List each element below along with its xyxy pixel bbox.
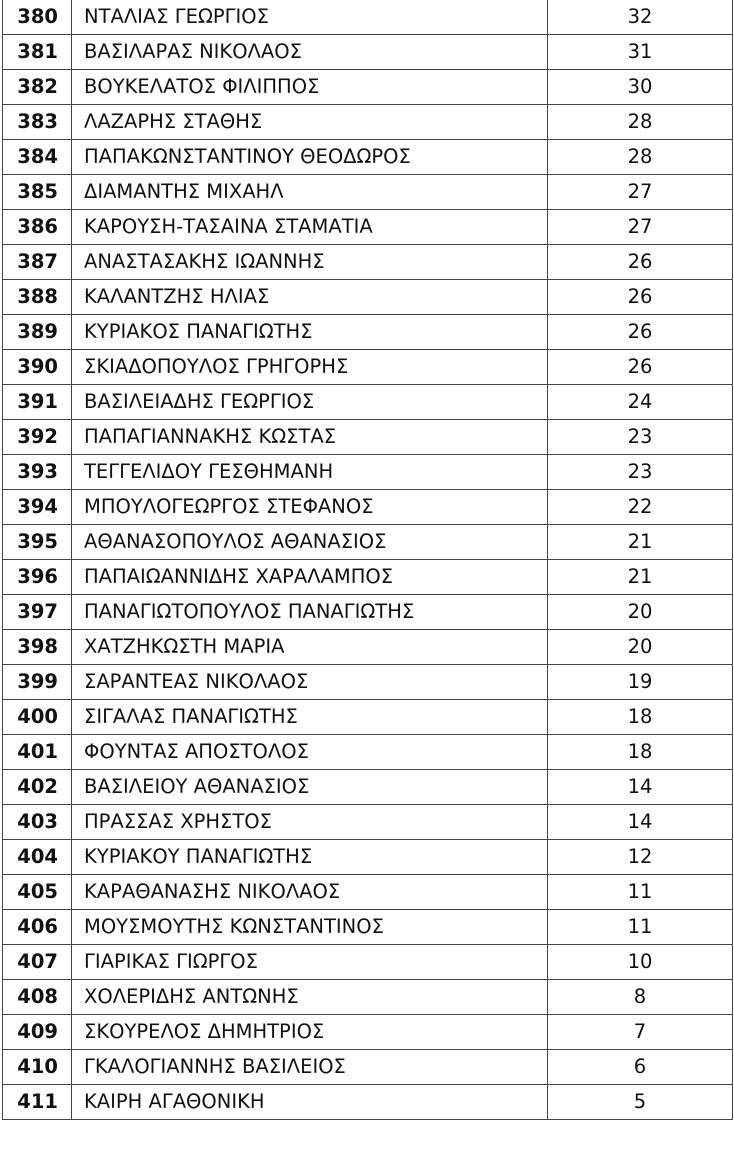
name-cell: ΒΑΣΙΛΕΙΟΥ ΑΘΑΝΑΣΙΟΣ xyxy=(72,770,548,805)
name-cell: ΑΘΑΝΑΣΟΠΟΥΛΟΣ ΑΘΑΝΑΣΙΟΣ xyxy=(72,525,548,560)
table-row xyxy=(3,665,733,700)
table-row xyxy=(3,35,733,70)
table-row xyxy=(3,560,733,595)
rank-cell: 384 xyxy=(3,140,72,175)
table-row xyxy=(3,490,733,525)
score-cell: 23 xyxy=(548,420,733,455)
score-cell: 28 xyxy=(548,140,733,175)
table-row xyxy=(3,1050,733,1085)
score-cell: 5 xyxy=(548,1085,733,1120)
rank-cell: 389 xyxy=(3,315,72,350)
score-cell: 31 xyxy=(548,35,733,70)
name-cell: ΚΥΡΙΑΚΟΣ ΠΑΝΑΓΙΩΤΗΣ xyxy=(72,315,548,350)
name-cell: ΑΝΑΣΤΑΣΑΚΗΣ ΙΩΑΝΝΗΣ xyxy=(72,245,548,280)
table-row xyxy=(3,385,733,420)
score-cell: 26 xyxy=(548,280,733,315)
name-cell: ΚΑΡΟΥΣΗ-ΤΑΣΑΙΝΑ ΣΤΑΜΑΤΙΑ xyxy=(72,210,548,245)
table-row xyxy=(3,1085,733,1120)
rank-cell: 411 xyxy=(3,1085,72,1120)
score-cell: 7 xyxy=(548,1015,733,1050)
table-row xyxy=(3,735,733,770)
name-cell: ΜΠΟΥΛΟΓΕΩΡΓΟΣ ΣΤΕΦΑΝΟΣ xyxy=(72,490,548,525)
rank-cell: 394 xyxy=(3,490,72,525)
score-cell: 26 xyxy=(548,350,733,385)
name-cell: ΒΑΣΙΛΕΙΑΔΗΣ ΓΕΩΡΓΙΟΣ xyxy=(72,385,548,420)
score-cell: 12 xyxy=(548,840,733,875)
table-row xyxy=(3,455,733,490)
name-cell: ΓΙΑΡΙΚΑΣ ΓΙΩΡΓΟΣ xyxy=(72,945,548,980)
rank-cell: 400 xyxy=(3,700,72,735)
score-cell: 11 xyxy=(548,875,733,910)
results-table xyxy=(2,0,733,1120)
score-cell: 20 xyxy=(548,595,733,630)
name-cell: ΣΑΡΑΝΤΕΑΣ ΝΙΚΟΛΑΟΣ xyxy=(72,665,548,700)
score-cell: 20 xyxy=(548,630,733,665)
score-cell: 11 xyxy=(548,910,733,945)
score-cell: 27 xyxy=(548,175,733,210)
score-cell: 21 xyxy=(548,560,733,595)
score-cell: 18 xyxy=(548,735,733,770)
score-cell: 6 xyxy=(548,1050,733,1085)
rank-cell: 401 xyxy=(3,735,72,770)
table-row xyxy=(3,910,733,945)
table-row xyxy=(3,140,733,175)
table-row xyxy=(3,105,733,140)
rank-cell: 391 xyxy=(3,385,72,420)
rank-cell: 386 xyxy=(3,210,72,245)
name-cell: ΣΚΟΥΡΕΛΟΣ ΔΗΜΗΤΡΙΟΣ xyxy=(72,1015,548,1050)
table-row xyxy=(3,175,733,210)
table-row xyxy=(3,770,733,805)
name-cell: ΠΡΑΣΣΑΣ ΧΡΗΣΤΟΣ xyxy=(72,805,548,840)
score-cell: 26 xyxy=(548,245,733,280)
rank-cell: 407 xyxy=(3,945,72,980)
score-cell: 28 xyxy=(548,105,733,140)
name-cell: ΚΑΙΡΗ ΑΓΑΘΟΝΙΚΗ xyxy=(72,1085,548,1120)
rank-cell: 405 xyxy=(3,875,72,910)
table-row xyxy=(3,630,733,665)
score-cell: 14 xyxy=(548,805,733,840)
rank-cell: 387 xyxy=(3,245,72,280)
name-cell: ΧΟΛΕΡΙΔΗΣ ΑΝΤΩΝΗΣ xyxy=(72,980,548,1015)
score-cell: 19 xyxy=(548,665,733,700)
rank-cell: 404 xyxy=(3,840,72,875)
table-row xyxy=(3,0,733,35)
rank-cell: 396 xyxy=(3,560,72,595)
name-cell: ΔΙΑΜΑΝΤΗΣ ΜΙΧΑΗΛ xyxy=(72,175,548,210)
name-cell: ΠΑΝΑΓΙΩΤΟΠΟΥΛΟΣ ΠΑΝΑΓΙΩΤΗΣ xyxy=(72,595,548,630)
rank-cell: 381 xyxy=(3,35,72,70)
table-row xyxy=(3,875,733,910)
table-row xyxy=(3,420,733,455)
name-cell: ΦΟΥΝΤΑΣ ΑΠΟΣΤΟΛΟΣ xyxy=(72,735,548,770)
name-cell: ΤΕΓΓΕΛΙΔΟΥ ΓΕΣΘΗΜΑΝΗ xyxy=(72,455,548,490)
name-cell: ΚΥΡΙΑΚΟΥ ΠΑΝΑΓΙΩΤΗΣ xyxy=(72,840,548,875)
name-cell: ΠΑΠΑΙΩΑΝΝΙΔΗΣ ΧΑΡΑΛΑΜΠΟΣ xyxy=(72,560,548,595)
name-cell: ΚΑΡΑΘΑΝΑΣΗΣ ΝΙΚΟΛΑΟΣ xyxy=(72,875,548,910)
table-row xyxy=(3,245,733,280)
table-row xyxy=(3,945,733,980)
score-cell: 30 xyxy=(548,70,733,105)
rank-cell: 410 xyxy=(3,1050,72,1085)
score-cell: 14 xyxy=(548,770,733,805)
name-cell: ΛΑΖΑΡΗΣ ΣΤΑΘΗΣ xyxy=(72,105,548,140)
table-row xyxy=(3,280,733,315)
rank-cell: 402 xyxy=(3,770,72,805)
name-cell: ΝΤΑΛΙΑΣ ΓΕΩΡΓΙΟΣ xyxy=(72,0,548,35)
table-row xyxy=(3,70,733,105)
name-cell: ΓΚΑΛΟΓΙΑΝΝΗΣ ΒΑΣΙΛΕΙΟΣ xyxy=(72,1050,548,1085)
score-cell: 27 xyxy=(548,210,733,245)
score-cell: 24 xyxy=(548,385,733,420)
rank-cell: 398 xyxy=(3,630,72,665)
name-cell: ΠΑΠΑΓΙΑΝΝΑΚΗΣ ΚΩΣΤΑΣ xyxy=(72,420,548,455)
table-row xyxy=(3,315,733,350)
score-cell: 21 xyxy=(548,525,733,560)
table-row xyxy=(3,525,733,560)
score-cell: 18 xyxy=(548,700,733,735)
table-row xyxy=(3,840,733,875)
score-cell: 10 xyxy=(548,945,733,980)
table-row xyxy=(3,805,733,840)
table-row xyxy=(3,350,733,385)
table-row xyxy=(3,980,733,1015)
score-cell: 8 xyxy=(548,980,733,1015)
name-cell: ΧΑΤΖΗΚΩΣΤΗ ΜΑΡΙΑ xyxy=(72,630,548,665)
name-cell: ΚΑΛΑΝΤΖΗΣ ΗΛΙΑΣ xyxy=(72,280,548,315)
score-cell: 23 xyxy=(548,455,733,490)
name-cell: ΒΟΥΚΕΛΑΤΟΣ ΦΙΛΙΠΠΟΣ xyxy=(72,70,548,105)
score-cell: 26 xyxy=(548,315,733,350)
rank-cell: 388 xyxy=(3,280,72,315)
results-table-body xyxy=(3,0,733,1120)
rank-cell: 409 xyxy=(3,1015,72,1050)
rank-cell: 403 xyxy=(3,805,72,840)
rank-cell: 390 xyxy=(3,350,72,385)
rank-cell: 393 xyxy=(3,455,72,490)
rank-cell: 382 xyxy=(3,70,72,105)
name-cell: ΣΙΓΑΛΑΣ ΠΑΝΑΓΙΩΤΗΣ xyxy=(72,700,548,735)
table-row xyxy=(3,1015,733,1050)
rank-cell: 385 xyxy=(3,175,72,210)
score-cell: 32 xyxy=(548,0,733,35)
table-row xyxy=(3,700,733,735)
rank-cell: 397 xyxy=(3,595,72,630)
name-cell: ΠΑΠΑΚΩΝΣΤΑΝΤΙΝΟΥ ΘΕΟΔΩΡΟΣ xyxy=(72,140,548,175)
rank-cell: 408 xyxy=(3,980,72,1015)
rank-cell: 383 xyxy=(3,105,72,140)
rank-cell: 392 xyxy=(3,420,72,455)
name-cell: ΜΟΥΣΜΟΥΤΗΣ ΚΩΝΣΤΑΝΤΙΝΟΣ xyxy=(72,910,548,945)
score-cell: 22 xyxy=(548,490,733,525)
name-cell: ΒΑΣΙΛΑΡΑΣ ΝΙΚΟΛΑΟΣ xyxy=(72,35,548,70)
rank-cell: 380 xyxy=(3,0,72,35)
rank-cell: 395 xyxy=(3,525,72,560)
rank-cell: 406 xyxy=(3,910,72,945)
name-cell: ΣΚΙΑΔΟΠΟΥΛΟΣ ΓΡΗΓΟΡΗΣ xyxy=(72,350,548,385)
table-row xyxy=(3,595,733,630)
table-row xyxy=(3,210,733,245)
rank-cell: 399 xyxy=(3,665,72,700)
